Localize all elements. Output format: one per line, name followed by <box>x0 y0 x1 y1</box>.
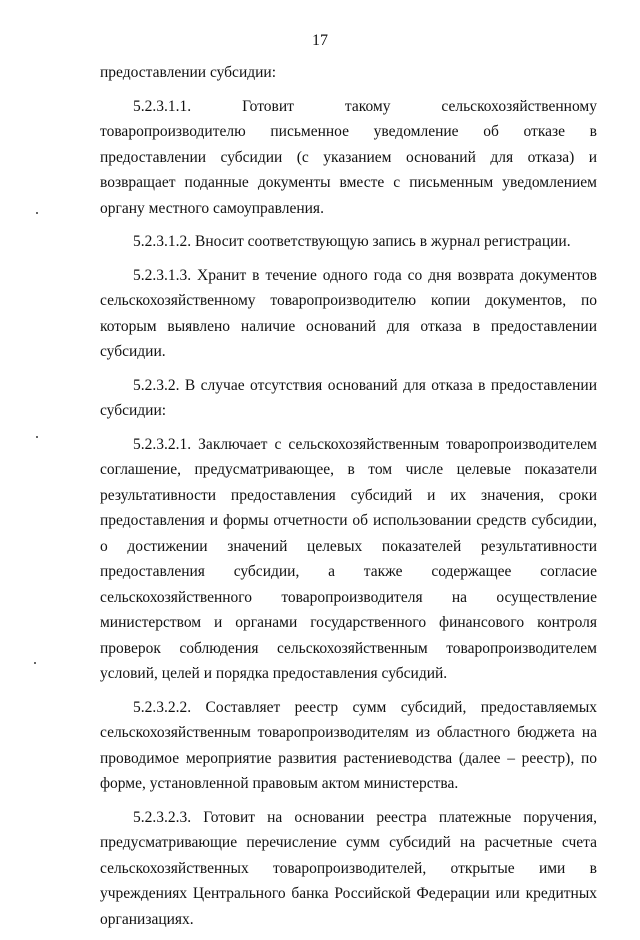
scan-mark <box>34 662 36 664</box>
scan-mark <box>36 436 38 438</box>
paragraph-5-2-3-2-3: 5.2.3.2.3. Готовит на основании реестра платежные поручения, предусматривающие перечисление сумм субсидий на расчетные счета сельскохозяйственных товаропроизводителей, открытые ими в учреждениях Центрального банка Российской Федерации или кредитных организациях. <box>100 808 597 928</box>
paragraph-5-2-3-2: 5.2.3.2. В случае отсутствия оснований для отказа в предоставлении субсидии: <box>100 376 597 419</box>
document-body <box>100 60 597 940</box>
scan-mark <box>36 212 38 214</box>
paragraph-continuation: предоставлении субсидии: <box>100 64 277 81</box>
page-number: 17 <box>312 32 328 49</box>
paragraph-5-2-3-1-1: 5.2.3.1.1. Готовит такому сельскохозяйственному товаропроизводителю письменное уведомление об отказе в предоставлении субсидии (с указанием оснований для отказа) и возвращает поданные документы вместе с письменным уведомлением органу местного самоуправления. <box>100 97 597 217</box>
paragraph-5-2-3-2-1: 5.2.3.2.1. Заключает с сельскохозяйственным товаропроизводителем соглашение, предусматривающее, в том числе целевые показатели результативности предоставления субсидий и их значения, сроки предоставления и формы отчетности об использовании средств субсидии, о достижении значений целевых показателей результативности предоставления субсидии, а также содержащее согласие сельскохозяйственного товаропроизводителя на осуществление министерством и органами государственного финансового контроля проверок соблюдения сельскохозяйственным товаропроизводителем условий, целей и порядка предоставления субсидий. <box>100 435 597 682</box>
paragraph-5-2-3-1-3: 5.2.3.1.3. Хранит в течение одного года со дня возврата документов сельскохозяйственному товаропроизводителю копии документов, по которым выявлено наличие оснований для отказа в предоставлении субсидии. <box>100 266 597 360</box>
paragraph-5-2-3-2-2: 5.2.3.2.2. Составляет реестр сумм субсидий, предоставляемых сельскохозяйственным товаропроизводителям из областного бюджета на проводимое мероприятие развития растениеводства (далее – реестр), по форме, установленной правовым актом министерства. <box>100 698 597 792</box>
paragraph-5-2-3-1-2: 5.2.3.1.2. Вносит соответствующую запись в журнал регистрации. <box>133 233 571 250</box>
